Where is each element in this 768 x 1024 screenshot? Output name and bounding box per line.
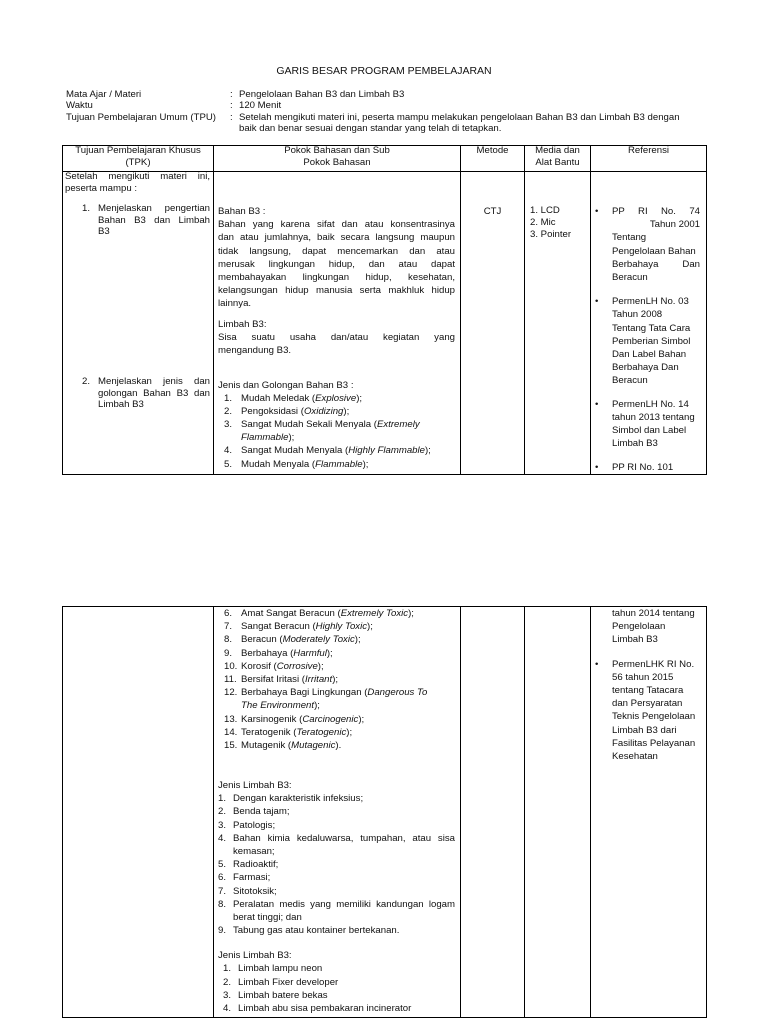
bullet-icon: •	[595, 658, 599, 670]
item-text: Sangat Mudah Sekali Menyala (	[241, 419, 377, 431]
reference-line: PermenLHK RI No.	[612, 658, 695, 670]
reference-line: Pengelolaan	[612, 621, 666, 633]
item-number: 2.	[223, 976, 232, 988]
golongan-item	[218, 739, 455, 752]
item-number: 8.	[224, 634, 233, 646]
meta-colon: :	[230, 100, 233, 111]
reference-line: tahun 2013 tentang	[612, 411, 695, 423]
tpk-intro-line: peserta mampu :	[65, 182, 137, 194]
jenis-item	[218, 924, 455, 937]
item-number: 1.	[224, 393, 233, 405]
item-text: Sitotoksik;	[233, 885, 277, 897]
reference-line: Tentang	[612, 232, 647, 244]
item-number: 7.	[224, 621, 233, 633]
item-text: Sangat Beracun (	[241, 621, 316, 633]
item-italic: Irritant	[304, 674, 333, 686]
jenis-item	[218, 832, 455, 858]
header-media	[525, 145, 590, 169]
item-text: Benda tajam;	[233, 806, 290, 818]
header-text: Metode	[476, 145, 509, 156]
header-metode	[461, 145, 524, 157]
tpk-line: golongan Bahan B3 dan	[98, 387, 210, 399]
tpk-line: Menjelaskan jenis dan	[98, 376, 210, 387]
media-item: 2. Mic	[530, 217, 556, 228]
section-title: Jenis dan Golongan Bahan B3 :	[218, 380, 354, 391]
tpk-item	[82, 203, 210, 238]
tpk-number: 1.	[82, 203, 91, 214]
item-text: );	[358, 713, 365, 725]
golongan-item	[218, 713, 455, 726]
item-text: Mudah Menyala (	[241, 458, 316, 470]
item-text: );	[408, 608, 414, 619]
item-italic: The Environment	[241, 700, 315, 712]
jenis-item	[218, 989, 455, 1002]
reference-line: Limbah B3	[612, 438, 658, 450]
golongan-item	[218, 418, 455, 444]
text-line: Sisa suatu usaha dan/atau kegiatan yang	[218, 332, 455, 344]
item-number: 4.	[218, 832, 227, 844]
header-tpk	[63, 145, 213, 169]
media-list	[530, 205, 588, 241]
item-italic: Highly Toxic	[315, 621, 368, 633]
text-line: membahayakan lingkungan hidup, kesehatan,	[218, 272, 455, 284]
tpk-line: B3	[98, 226, 110, 237]
item-number: 9.	[218, 925, 227, 937]
item-text: Mudah Meledak (	[241, 393, 316, 405]
item-number: 2.	[224, 406, 233, 418]
reference-line: Berbahaya Dan	[612, 362, 679, 374]
jenis-limbah-section-2	[218, 949, 455, 1015]
item-italic: Corrosive	[276, 660, 318, 672]
bullet-icon: •	[595, 398, 599, 410]
item-text: Farmasi;	[233, 872, 271, 884]
item-text: );	[288, 432, 295, 444]
item-text: Dengan karakteristik infeksius;	[233, 793, 364, 805]
golongan-item	[218, 726, 455, 739]
item-text: Peralatan medis yang memiliki kandungan logam	[233, 898, 455, 910]
golongan-item	[218, 673, 455, 686]
item-number: 5.	[224, 458, 233, 470]
text-line: tidak langsung, dapat mencemarkan dan atau	[218, 245, 455, 257]
section-title: Limbah B3:	[218, 319, 267, 330]
media-item: 1. LCD	[530, 205, 560, 216]
header-text: Referensi	[627, 145, 670, 156]
item-italic: Oxidizing	[303, 406, 344, 418]
golongan-item	[218, 620, 455, 633]
item-number: 1.	[218, 793, 227, 805]
golongan-section-continued	[218, 607, 455, 752]
header-text: Pokok Bahasan	[303, 157, 371, 168]
golongan-item	[218, 405, 455, 418]
item-text: );	[424, 445, 431, 457]
item-italic: Teratogenic	[296, 726, 347, 738]
golongan-item	[218, 660, 455, 673]
item-number: 6.	[218, 872, 227, 884]
jenis-item	[218, 1002, 455, 1015]
section-title: Jenis Limbah B3:	[218, 950, 292, 961]
item-italic: Mutagenic	[291, 740, 336, 752]
reference-line: Tahun 2001	[649, 219, 700, 231]
item-italic: Extremely	[377, 419, 420, 431]
item-text: kemasan;	[233, 846, 275, 858]
header-text: Tujuan Pembelajaran Khusus	[75, 145, 201, 156]
item-text: Limbah lampu neon	[238, 963, 323, 975]
item-text: Teratogenik (	[241, 726, 297, 738]
item-number: 2.	[218, 806, 227, 818]
item-text: );	[367, 621, 373, 633]
item-number: 4.	[223, 1003, 232, 1015]
reference-line: PermenLH No. 03	[612, 296, 689, 308]
item-text: );	[332, 674, 339, 686]
golongan-item	[218, 607, 455, 620]
item-text: Tabung gas atau kontainer bertekanan.	[233, 925, 400, 937]
reference-line: Pemberian Simbol	[612, 335, 691, 347]
item-text: Karsinogenik (	[241, 713, 303, 725]
reference-item	[595, 398, 700, 451]
item-text: Bersifat Iritasi (	[241, 674, 305, 686]
item-number: 14.	[224, 726, 238, 738]
item-text: Berbahaya Bagi Lingkungan (	[241, 687, 368, 699]
item-text: );	[317, 660, 324, 672]
item-italic: Flammable	[315, 458, 363, 470]
header-text: Alat Bantu	[535, 157, 580, 168]
reference-line: Fasilitas Pelayanan	[612, 737, 696, 749]
tpk-line: Bahan B3 dan Limbah	[98, 214, 210, 226]
item-text: Patologis;	[233, 819, 276, 831]
meta-colon: :	[230, 89, 233, 100]
text-line: mengandung B3.	[218, 345, 292, 357]
reference-line: PP RI No. 101	[612, 462, 674, 474]
item-number: 7.	[218, 885, 227, 897]
golongan-item	[218, 633, 455, 646]
meta-label: Mata Ajar / Materi	[66, 89, 142, 100]
tpk-intro	[65, 171, 210, 194]
golongan-item	[218, 647, 455, 660]
item-text: Mutagenik (	[241, 740, 292, 752]
item-number: 3.	[218, 819, 227, 831]
reference-item-continued	[595, 607, 700, 647]
item-text: Radioaktif;	[233, 859, 279, 871]
reference-line: PP RI No. 74	[612, 206, 700, 217]
item-number: 1.	[223, 963, 232, 975]
reference-line: Limbah B3	[612, 634, 658, 646]
item-number: 3.	[223, 989, 232, 1001]
reference-line: 56 tahun 2015	[612, 671, 674, 683]
reference-item	[595, 658, 700, 764]
reference-line: PermenLH No. 14	[612, 398, 689, 410]
text-line: lainnya.	[218, 298, 252, 310]
meta-value: Pengelolaan Bahan B3 dan Limbah B3	[239, 89, 405, 100]
item-text: Berbahaya (	[241, 647, 294, 659]
item-text: ).	[335, 740, 342, 752]
jenis-item	[218, 792, 455, 805]
media-item: 3. Pointer	[530, 229, 572, 240]
item-text: Limbah batere bekas	[238, 989, 328, 1001]
item-text: );	[343, 406, 350, 418]
item-text: );	[354, 634, 361, 646]
item-number: 8.	[218, 898, 227, 910]
item-text: );	[356, 393, 363, 405]
bullet-icon: •	[595, 296, 599, 308]
reference-line: Tahun 2008	[612, 309, 663, 321]
golongan-item	[218, 444, 455, 457]
referensi-list-continued	[595, 607, 700, 763]
jenis-item	[218, 858, 455, 871]
reference-line: Dan Label Bahan	[612, 349, 687, 361]
item-text: );	[314, 700, 320, 712]
reference-item	[595, 295, 700, 387]
bahan-b3-section	[218, 205, 455, 311]
jenis-limbah-section	[218, 779, 455, 937]
golongan-item	[218, 392, 455, 405]
item-text: Amat Sangat Beracun (	[241, 608, 341, 619]
reference-line: tentang Tatacara	[612, 685, 684, 697]
text-line: dan atau jumlahnya, baik secara langsung maupun	[218, 232, 455, 244]
item-text: Limbah Fixer developer	[238, 976, 339, 988]
item-italic: Harmful	[293, 647, 327, 659]
header-text: Media dan	[535, 145, 580, 156]
item-number: 6.	[224, 608, 233, 619]
reference-item	[595, 205, 700, 284]
item-number: 5.	[218, 859, 227, 871]
reference-line: Limbah B3 dari	[612, 724, 677, 736]
item-text: Beracun (	[241, 634, 283, 646]
item-number: 15.	[224, 740, 238, 752]
item-text: Korosif (	[241, 660, 277, 672]
item-italic: Moderately Toxic	[282, 634, 355, 646]
tpk-intro-line: Setelah mengikuti materi ini,	[65, 171, 210, 182]
jenis-item	[218, 871, 455, 884]
reference-line: Berbahaya Dan	[612, 258, 700, 270]
item-text: Sangat Mudah Menyala (	[241, 445, 349, 457]
reference-line: Beracun	[612, 375, 648, 387]
item-number: 9.	[224, 647, 233, 659]
reference-line: Simbol dan Label	[612, 425, 687, 437]
tpk-number: 2.	[82, 376, 91, 387]
golongan-section	[218, 379, 455, 471]
item-number: 13.	[224, 713, 238, 725]
item-text: );	[362, 458, 369, 470]
tpk-item	[82, 376, 210, 411]
referensi-list	[595, 205, 700, 475]
jenis-item	[218, 819, 455, 832]
item-number: 3.	[224, 419, 233, 431]
bullet-icon: •	[595, 206, 599, 217]
item-text: Pengoksidasi (	[241, 406, 304, 418]
header-text: Pokok Bahasan dan Sub	[284, 145, 390, 156]
reference-line: Pengelolaan Bahan	[612, 245, 696, 257]
item-italic: Extremely Toxic	[340, 608, 409, 619]
text-line: Bahan yang karena sifat dan atau konsentrasinya	[218, 219, 455, 231]
metode-value: CTJ	[483, 206, 502, 217]
reference-line: dan Persyaratan	[612, 698, 683, 710]
meta-value: Setelah mengikuti materi ini, peserta mampu melakukan pengelolaan Bahan B3 dan Limbah B3 dengan	[239, 112, 680, 123]
bullet-icon: •	[595, 462, 599, 474]
text-line: kelangsungan hidup manusia serta makhluk hidup	[218, 285, 455, 297]
item-text: );	[326, 647, 333, 659]
meta-value-continued: baik dan benar sesuai dengan standar yang telah di tetapkan.	[239, 123, 502, 134]
item-number: 12.	[224, 687, 238, 699]
jenis-item	[218, 885, 455, 898]
jenis-item	[218, 898, 455, 924]
item-number: 4.	[224, 445, 233, 457]
text-line: merusak lingkungan hidup, dan atau dapat	[218, 258, 455, 270]
reference-line: Kesehatan	[612, 751, 658, 763]
section-title: Bahan B3 :	[218, 206, 266, 217]
item-italic: Carcinogenic	[302, 713, 359, 725]
item-text: Bahan kimia kedaluwarsa, tumpahan, atau sisa	[233, 832, 455, 844]
reference-line: Teknis Pengelolaan	[612, 711, 696, 723]
item-text: berat tinggi; dan	[233, 912, 302, 924]
golongan-item	[218, 686, 455, 712]
jenis-item	[218, 805, 455, 818]
item-number: 11.	[224, 674, 237, 686]
reference-line: Beracun	[612, 272, 648, 284]
reference-line: tahun 2014 tentang	[612, 608, 695, 619]
item-text: );	[346, 726, 353, 738]
reference-item	[595, 461, 700, 474]
limbah-b3-section	[218, 318, 455, 358]
tpk-line: Limbah B3	[98, 399, 144, 410]
item-italic: Dangerous To	[367, 687, 428, 699]
jenis-item	[218, 962, 455, 975]
header-referensi	[591, 145, 706, 157]
meta-label: Waktu	[66, 100, 93, 111]
jenis-item	[218, 976, 455, 989]
item-italic: Flammable	[241, 432, 289, 444]
header-pokok-bahasan	[214, 145, 460, 169]
item-text: Limbah abu sisa pembakaran incinerator	[238, 1003, 412, 1015]
meta-label: Tujuan Pembelajaran Umum (TPU)	[66, 112, 216, 123]
item-italic: Highly Flammable	[348, 445, 425, 457]
item-number: 10.	[224, 660, 238, 672]
tpk-line: Menjelaskan pengertian	[98, 203, 210, 214]
document-title: GARIS BESAR PROGRAM PEMBELAJARAN	[276, 65, 492, 77]
meta-value: 120 Menit	[239, 100, 282, 111]
golongan-item	[218, 458, 455, 471]
meta-colon: :	[230, 112, 233, 123]
header-text: (TPK)	[125, 157, 151, 168]
section-title: Jenis Limbah B3:	[218, 780, 292, 791]
item-italic: Explosive	[315, 393, 357, 405]
reference-line: Tentang Tata Cara	[612, 322, 691, 334]
